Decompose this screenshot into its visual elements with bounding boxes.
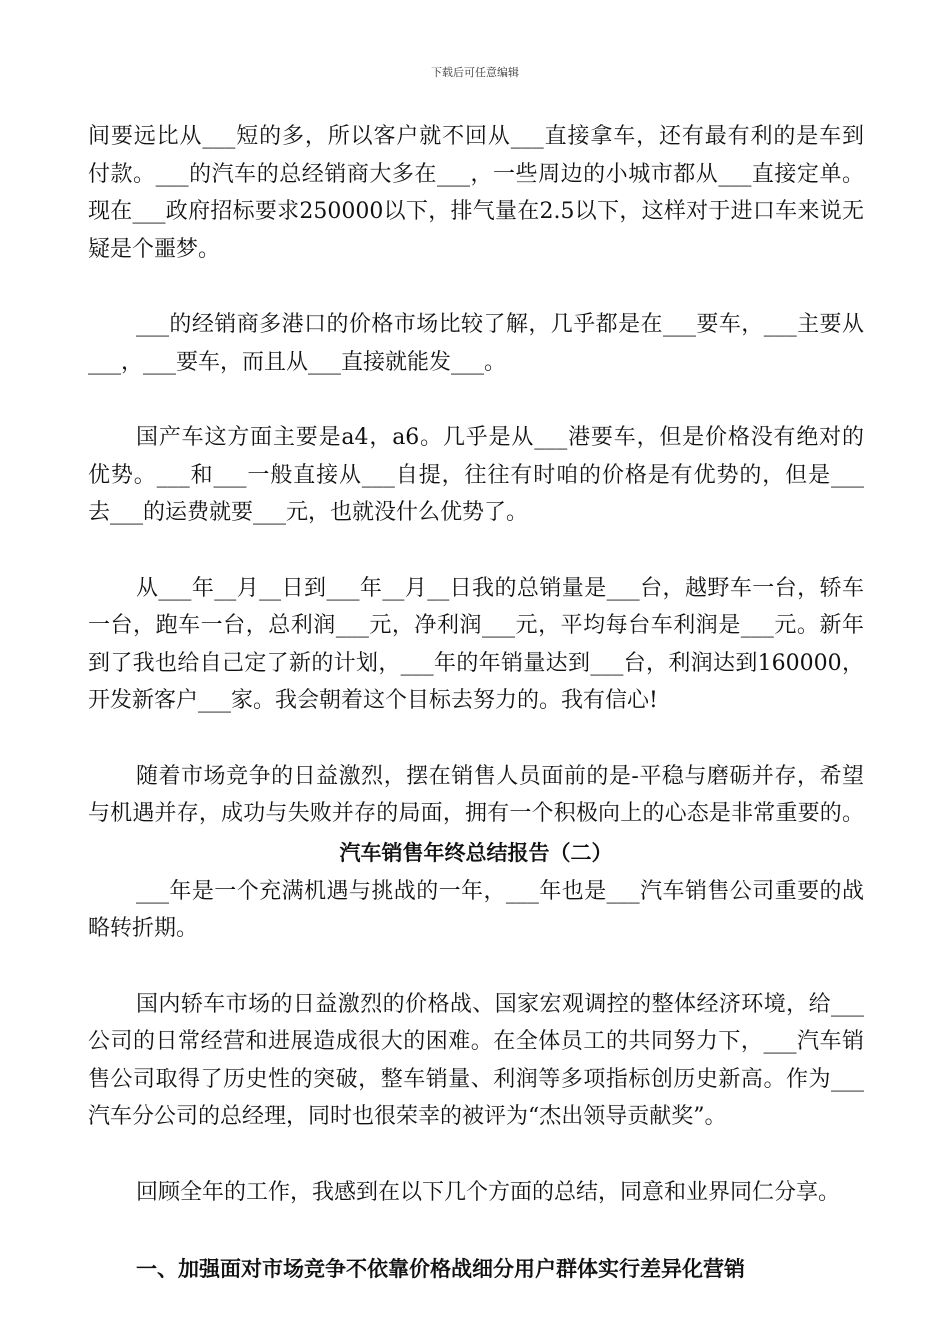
- paragraph-7: [88, 986, 864, 1136]
- paragraph-line: 售公司取得了历史性的突破，整车销量、利润等多项指标创历史新高。作为___: [88, 1066, 864, 1092]
- paragraph-line: 优势。___和___一般直接从___自提，往往有时咱的价格是有优势的，但是___: [88, 462, 864, 488]
- paragraph-line: 汽车分公司的总经理，同时也很荣幸的被评为“杰出领导贡献奖”。: [88, 1104, 727, 1129]
- paragraph-line: 开发新客户___家。我会朝着这个目标去努力的。我有信心!: [88, 688, 658, 713]
- page-header-note: 下载后可任意编辑: [431, 66, 519, 79]
- paragraph-line: 从___年__月__日到___年__月__日我的总销量是___台，越野车一台，轿车: [136, 575, 864, 601]
- paragraph-line: ___的经销商多港口的价格市场比较了解，几乎都是在___要车，___主要从: [136, 312, 864, 337]
- paragraph-8: [88, 1174, 864, 1212]
- paragraph-line: 回顾全年的工作，我感到在以下几个方面的总结，同意和业界同仁分享。: [136, 1179, 841, 1205]
- paragraph-line: 疑是个噩梦。: [88, 236, 221, 262]
- paragraph-line: ___，___要车，而且从___直接就能发___。: [88, 349, 507, 375]
- paragraph-1: [88, 118, 864, 268]
- paragraph-line: ___年是一个充满机遇与挑战的一年，___年也是___汽车销售公司重要的战: [136, 878, 864, 904]
- paragraph-2: [88, 306, 864, 381]
- paragraph-line: 付款。___的汽车的总经销商大多在___，一些周边的小城市都从___直接定单。: [88, 161, 864, 187]
- subsection-heading: 一、加强面对市场竞争不依靠价格战细分用户群体实行差异化营销: [136, 1257, 745, 1281]
- paragraph-line: 到了我也给自己定了新的计划，___年的年销量达到___台，利润达到160000，: [88, 650, 864, 676]
- paragraph-line: 随着市场竞争的日益激烈，摆在销售人员面前的是-平稳与磨砺并存，希望: [136, 763, 864, 789]
- paragraph-3: [88, 419, 864, 532]
- paragraph-line: 国产车这方面主要是a4，a6。几乎是从___港要车，但是价格没有绝对的: [136, 425, 864, 450]
- paragraph-line: 现在___政府招标要求250000以下，排气量在2.5以下，这样对于进口车来说无: [88, 199, 864, 224]
- paragraph-line: 间要远比从___短的多，所以客户就不回从___直接拿车，还有最有利的是车到: [88, 124, 864, 149]
- document-body: [88, 118, 864, 1289]
- paragraph-6: [88, 873, 864, 948]
- paragraph-line: 与机遇并存，成功与失败并存的局面，拥有一个积极向上的心态是非常重要的。: [88, 801, 864, 826]
- paragraph-line: 公司的日常经营和进展造成很大的困难。在全体员工的共同努力下，___汽车销: [88, 1029, 864, 1054]
- paragraph-line: 去___的运费就要___元，也就没什么优势了。: [88, 500, 529, 525]
- paragraph-4: [88, 570, 864, 720]
- paragraph-5: [88, 758, 864, 833]
- paragraph-line: 略转折期。: [88, 916, 199, 941]
- section-title: 汽车销售年终总结报告（二）: [339, 840, 613, 865]
- paragraph-line: 一台，跑车一台，总利润___元，净利润___元，平均每台车利润是___元。新年: [88, 613, 864, 638]
- paragraph-line: 国内轿车市场的日益激烈的价格战、国家宏观调控的整体经济环境，给___: [136, 991, 864, 1017]
